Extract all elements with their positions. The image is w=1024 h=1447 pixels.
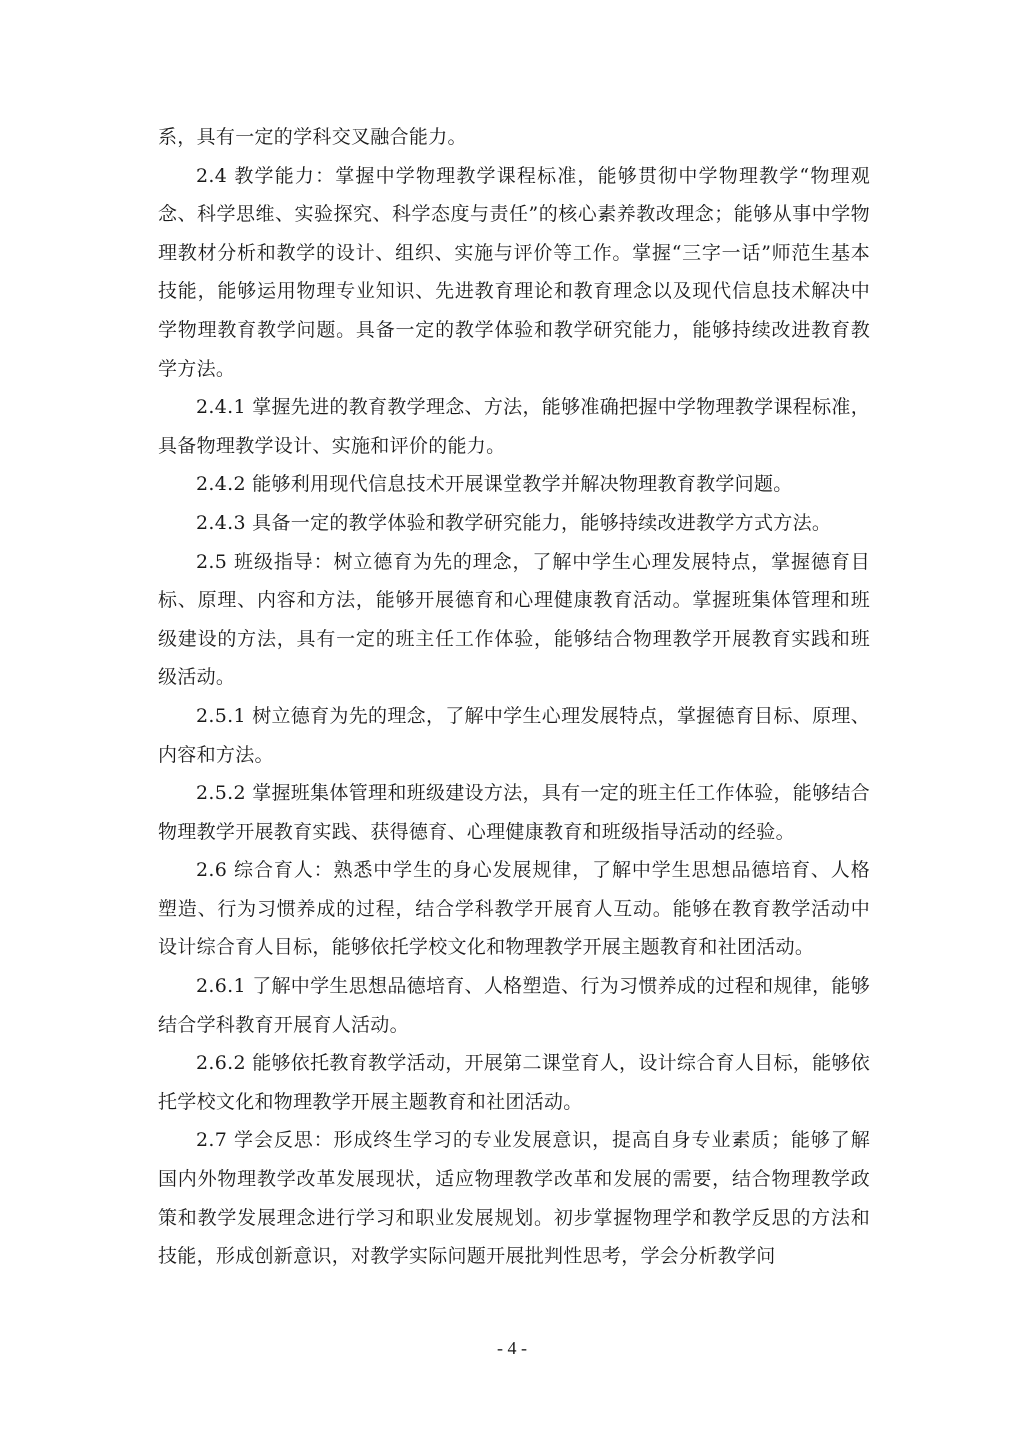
paragraph-2-4-1: 2.4.1 掌握先进的教育教学理念、方法，能够准确把握中学物理教学课程标准，具备物理教学设计、实施和评价的能力。 [158,396,870,457]
paragraph-2-6-2: 2.6.2 能够依托教育教学活动，开展第二课堂育人，设计综合育人目标，能够依托学校文化和物理教学开展主题教育和社团活动。 [158,1052,870,1113]
paragraph-2-7: 2.7 学会反思：形成终生学习的专业发展意识，提高自身专业素质；能够了解国内外物理教学改革发展现状，适应物理教学改革和发展的需要，结合物理教学政策和教学发展理念进行学习和职业发展规划。初步掌握物理学和教学反思的方法和技能，形成创新意识，对教学实际问题开展批判性思考，学会分析教学问 [158,1129,870,1268]
document-body [158,118,870,1276]
paragraph-2-4-3: 2.4.3 具备一定的教学体验和教学研究能力，能够持续改进教学方式方法。 [196,511,832,534]
paragraph-2-4-2: 2.4.2 能够利用现代信息技术开展课堂教学并解决物理教育教学问题。 [196,473,793,496]
paragraph-2-4: 2.4 教学能力：掌握中学物理教学课程标准，能够贯彻中学物理教学“物理观念、科学思维、实验探究、科学态度与责任”的核心素养教改理念；能够从事中学物理教材分析和教学的设计、组织、实施与评价等工作。掌握“三字一话”师范生基本技能，能够运用物理专业知识、先进教育理论和教育理念以及现代信息技术解决中学物理教育教学问题。具备一定的教学体验和教学研究能力，能够持续改进教育教学方法。 [158,164,870,380]
paragraph-2-5-2: 2.5.2 掌握班集体管理和班级建设方法，具有一定的班主任工作体验，能够结合物理教学开展教育实践、获得德育、心理健康教育和班级指导活动的经验。 [158,782,870,843]
paragraph-continuation: 系，具有一定的学科交叉融合能力。 [158,126,467,148]
paragraph-2-6: 2.6 综合育人：熟悉中学生的身心发展规律，了解中学生思想品德培育、人格塑造、行为习惯养成的过程，结合学科教学开展育人互动。能够在教育教学活动中设计综合育人目标，能够依托学校文化和物理教学开展主题教育和社团活动。 [158,859,870,959]
paragraph-2-5: 2.5 班级指导：树立德育为先的理念，了解中学生心理发展特点，掌握德育目标、原理、内容和方法，能够开展德育和心理健康教育活动。掌握班集体管理和班级建设的方法，具有一定的班主任工作体验，能够结合物理教学开展教育实践和班级活动。 [158,550,870,689]
page-number: - 4 - [497,1338,527,1358]
paragraph-2-5-1: 2.5.1 树立德育为先的理念，了解中学生心理发展特点，掌握德育目标、原理、内容和方法。 [158,704,870,766]
paragraph-2-6-1: 2.6.1 了解中学生思想品德培育、人格塑造、行为习惯养成的过程和规律，能够结合学科教育开展育人活动。 [158,975,870,1036]
